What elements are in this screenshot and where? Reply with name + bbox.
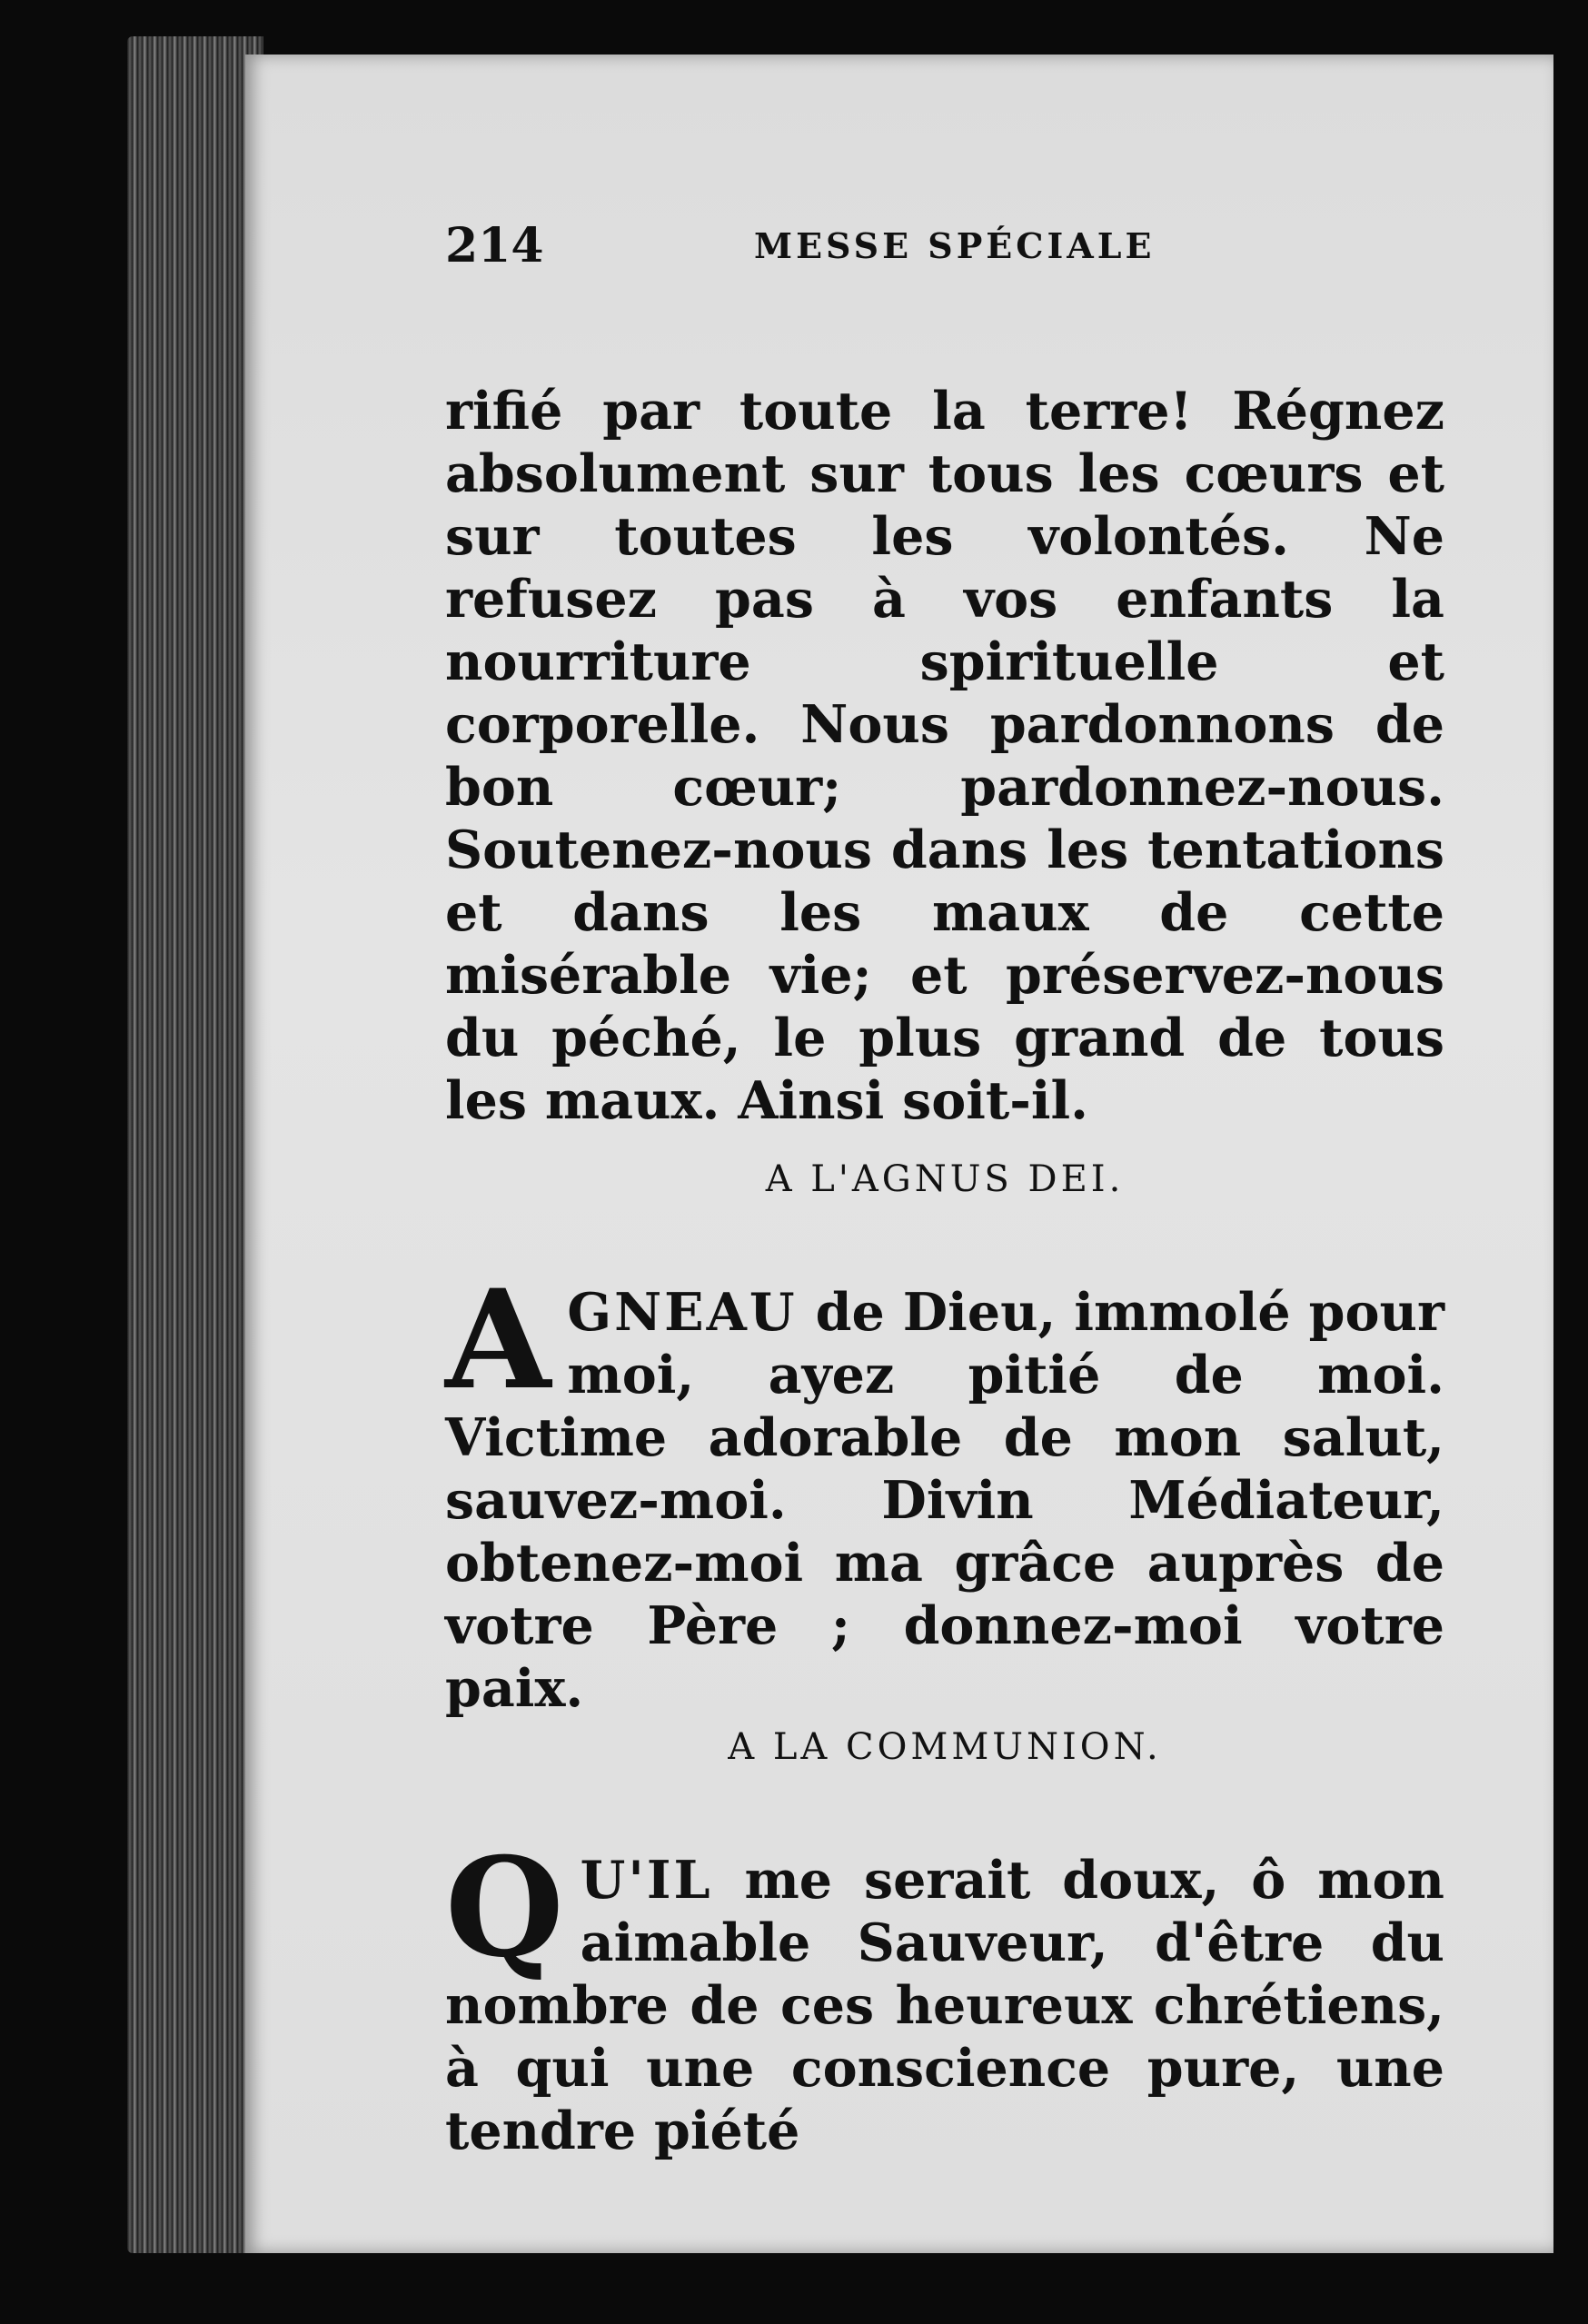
- lead-word: GNEAU: [567, 1282, 798, 1343]
- running-head: [445, 218, 1354, 291]
- paragraph-text: me serait doux, ô mon aimable Sauveur, d'être du nombre de ces heureux chrétiens, à qui une conscience pure, une tendre piété: [445, 1850, 1444, 2161]
- paragraph-prayer-end: rifié par toute la terre! Régnez absolument sur tous les cœurs et sur toutes les volontés. Ne refusez pas à vos enfants la nourriture spirituelle et corporelle. Nous pardonnons de bon cœur; pardonnez-nous. Soutenez-nous dans les tentations et dans les maux de cette misérable vie; et préservez-nous du péché, le plus grand de tous les maux. Ainsi soit-il.: [445, 381, 1444, 1131]
- section-heading-agnus-dei: A L'AGNUS DEI.: [765, 1158, 1125, 1200]
- page-number: 214: [445, 218, 544, 273]
- drop-cap: A: [445, 1260, 551, 1420]
- paragraph-communion: [445, 1828, 1444, 2162]
- paragraph-agnus-dei: [445, 1260, 1444, 1720]
- lead-word: U'IL: [580, 1850, 713, 1911]
- page-edges: [127, 36, 263, 2253]
- running-title: MESSE SPÉCIALE: [754, 225, 1156, 266]
- drop-cap: Q: [445, 1828, 564, 1988]
- section-heading-communion: A LA COMMUNION.: [728, 1726, 1162, 1768]
- book-page: [245, 55, 1553, 2253]
- paragraph-text: de Dieu, immolé pour moi, ayez pitié de moi. Victime adorable de mon salut, sauvez-moi. Divin Médiateur, obtenez-moi ma grâce auprès de votre Père ; donnez-moi votre paix.: [445, 1282, 1444, 1719]
